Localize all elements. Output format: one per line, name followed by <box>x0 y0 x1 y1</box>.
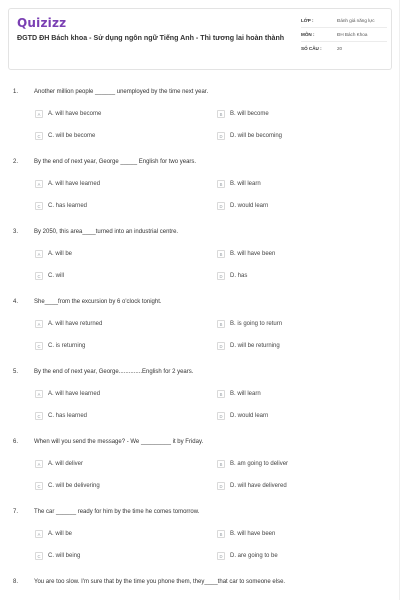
answer-option-d[interactable] <box>217 550 278 562</box>
answer-option-c[interactable] <box>35 550 80 562</box>
option-letter-box: B <box>217 320 225 328</box>
question-list <box>0 84 400 600</box>
option-text: D. has <box>230 273 248 279</box>
meta-value: Đánh giá năng lực <box>337 18 375 23</box>
answer-option-c[interactable] <box>35 270 64 282</box>
meta-value: 20 <box>337 46 343 51</box>
option-letter-box: A <box>35 250 43 258</box>
answer-option-d[interactable] <box>217 340 280 352</box>
option-letter-box: D <box>217 342 225 350</box>
quizizz-logo: Quizizz <box>17 16 67 30</box>
option-letter-box: B <box>217 530 225 538</box>
meta-row-subject <box>301 28 387 42</box>
option-text: D. will have delivered <box>230 483 287 489</box>
meta-value: ĐH Bách Khoa <box>337 32 368 37</box>
option-text: B. will have been <box>230 531 276 537</box>
option-text: B. am going to deliver <box>230 461 289 467</box>
option-text: A. will have learned <box>48 391 101 397</box>
option-text: A. will be <box>48 531 73 537</box>
option-letter-box: D <box>217 202 225 210</box>
answer-option-c[interactable] <box>35 410 87 422</box>
worksheet-title: ĐGTD ĐH Bách khoa - Sử dụng ngôn ngữ Tiếng Anh - Thì tương lai hoàn thành <box>17 34 285 42</box>
option-letter-box: A <box>35 180 43 188</box>
answer-option-b[interactable] <box>217 318 282 330</box>
answer-option-d[interactable] <box>217 480 287 492</box>
question-number: 3. <box>13 229 19 235</box>
question-text: The car ______ ready for him by the time he comes tomorrow. <box>34 509 200 515</box>
answer-option-d[interactable] <box>217 130 282 142</box>
question-item <box>0 364 400 434</box>
question-item <box>0 574 400 600</box>
question-number: 8. <box>13 579 19 585</box>
option-letter-box: A <box>35 390 43 398</box>
option-letter-box: B <box>217 180 225 188</box>
option-text: A. will be <box>48 251 73 257</box>
option-text: D. are going to be <box>230 553 278 559</box>
question-text: You are too slow. I'm sure that by the time you phone them, they____that car to someone else. <box>34 579 286 585</box>
option-letter-box: B <box>217 460 225 468</box>
answer-option-a[interactable] <box>35 108 101 120</box>
option-text: C. will be become <box>48 133 96 139</box>
question-item <box>0 154 400 224</box>
question-item <box>0 294 400 364</box>
question-item <box>0 224 400 294</box>
option-text: C. will be delivering <box>48 483 100 489</box>
option-letter-box: A <box>35 460 43 468</box>
option-text: D. will be becoming <box>230 133 283 139</box>
worksheet-header <box>8 8 392 70</box>
option-letter-box: C <box>35 272 43 280</box>
option-letter-box: D <box>217 552 225 560</box>
answer-option-a[interactable] <box>35 178 100 190</box>
option-letter-box: C <box>35 552 43 560</box>
answer-option-a[interactable] <box>35 458 83 470</box>
meta-key: MÔN : <box>301 32 315 37</box>
question-text: By the end of next year, George _____ English for two years. <box>34 159 197 165</box>
question-text: When will you send the message? - We _________ it by Friday. <box>34 439 204 445</box>
answer-option-c[interactable] <box>35 130 95 142</box>
answer-option-b[interactable] <box>217 178 261 190</box>
option-text: D. would learn <box>230 203 269 209</box>
option-letter-box: A <box>35 530 43 538</box>
question-text: By 2050, this area____turned into an industrial centre. <box>34 229 179 235</box>
option-letter-box: A <box>35 110 43 118</box>
question-item <box>0 504 400 574</box>
option-text: C. has learned <box>48 203 88 209</box>
answer-option-d[interactable] <box>217 200 268 212</box>
question-number: 6. <box>13 439 19 445</box>
question-number: 4. <box>13 299 19 305</box>
question-number: 5. <box>13 369 19 375</box>
option-letter-box: C <box>35 202 43 210</box>
question-item <box>0 434 400 504</box>
question-item <box>0 84 400 154</box>
answer-option-c[interactable] <box>35 340 85 352</box>
option-text: B. will have been <box>230 251 276 257</box>
option-letter-box: C <box>35 412 43 420</box>
option-letter-box: C <box>35 132 43 140</box>
answer-option-b[interactable] <box>217 388 261 400</box>
question-number: 2. <box>13 159 19 165</box>
option-letter-box: B <box>217 110 225 118</box>
answer-option-b[interactable] <box>217 458 288 470</box>
answer-option-a[interactable] <box>35 318 102 330</box>
option-letter-box: B <box>217 250 225 258</box>
answer-option-a[interactable] <box>35 528 72 540</box>
option-text: B. will become <box>230 111 269 117</box>
answer-option-a[interactable] <box>35 248 72 260</box>
answer-option-b[interactable] <box>217 248 275 260</box>
meta-key: SỐ CÂU : <box>301 46 322 51</box>
option-text: A. will have returned <box>48 321 103 327</box>
meta-key: LỚP : <box>301 18 314 23</box>
answer-option-a[interactable] <box>35 388 100 400</box>
option-text: D. will be returning <box>230 343 280 349</box>
question-number: 1. <box>13 89 19 95</box>
answer-option-c[interactable] <box>35 200 87 212</box>
option-text: A. will deliver <box>48 461 84 467</box>
option-letter-box: C <box>35 482 43 490</box>
option-letter-box: D <box>217 412 225 420</box>
option-text: A. will have become <box>48 111 102 117</box>
answer-option-b[interactable] <box>217 528 275 540</box>
option-text: D. would learn <box>230 413 269 419</box>
meta-row-class <box>301 14 387 28</box>
question-text: She____from the excursion by 6 o'clock tonight. <box>34 299 162 305</box>
option-letter-box: D <box>217 272 225 280</box>
option-text: C. will <box>48 273 64 279</box>
option-letter-box: C <box>35 342 43 350</box>
option-text: C. has learned <box>48 413 88 419</box>
answer-option-c[interactable] <box>35 480 100 492</box>
answer-option-d[interactable] <box>217 270 247 282</box>
option-letter-box: D <box>217 132 225 140</box>
option-text: A. will have learned <box>48 181 101 187</box>
option-text: B. will learn <box>230 391 261 397</box>
option-text: B. is going to return <box>230 321 283 327</box>
question-text: By the end of next year, George..............English for 2 years. <box>34 369 194 375</box>
option-text: B. will learn <box>230 181 261 187</box>
option-text: C. is returning <box>48 343 86 349</box>
worksheet-meta <box>301 14 387 55</box>
option-letter-box: B <box>217 390 225 398</box>
answer-option-d[interactable] <box>217 410 268 422</box>
question-text: Another million people ______ unemployed by the time next year. <box>34 89 209 95</box>
option-text: C. will being <box>48 553 81 559</box>
question-number: 7. <box>13 509 19 515</box>
meta-row-question-count <box>301 42 387 55</box>
option-letter-box: D <box>217 482 225 490</box>
answer-option-b[interactable] <box>217 108 269 120</box>
option-letter-box: A <box>35 320 43 328</box>
